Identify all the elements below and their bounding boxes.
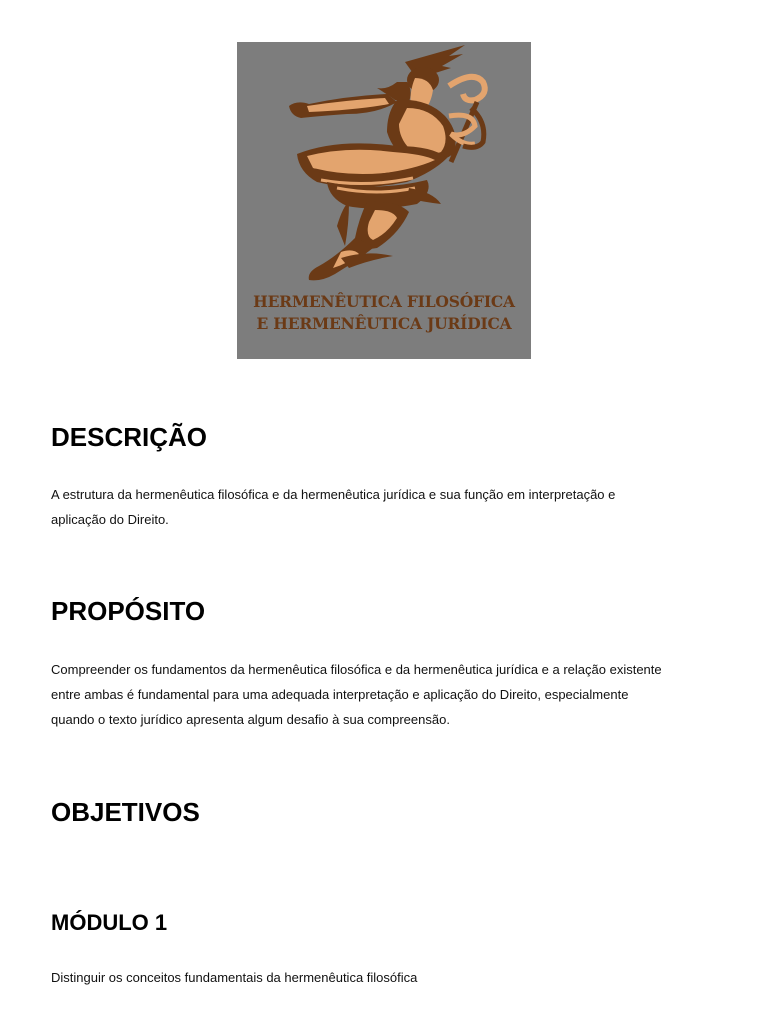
modulo-1-line-1: Distinguir os conceitos fundamentais da hermenêutica filosófica — [51, 970, 418, 985]
proposito-line-2: entre ambas é fundamental para uma adequada interpretação e aplicação do Direito, especialmente — [51, 687, 629, 702]
descricao-paragraph — [51, 482, 731, 532]
descricao-line-1: A estrutura da hermenêutica filosófica e da hermenêutica jurídica e sua função em interpretação e — [51, 487, 616, 502]
cover-title-line1: HERMENÊUTICA FILOSÓFICA — [253, 292, 515, 311]
hermes-figure-illustration — [237, 42, 531, 292]
proposito-line-3: quando o texto jurídico apresenta algum desafio à sua compreensão. — [51, 712, 450, 727]
cover-title-line2: E HERMENÊUTICA JURÍDICA — [256, 314, 512, 333]
heading-proposito: PROPÓSITO — [51, 596, 206, 626]
heading-objetivos: OBJETIVOS — [51, 797, 200, 827]
proposito-paragraph — [51, 657, 731, 732]
modulo-1-paragraph — [51, 965, 731, 990]
cover-image — [237, 42, 531, 359]
proposito-line-1: Compreender os fundamentos da hermenêutica filosófica e da hermenêutica jurídica e a relação existente — [51, 662, 662, 677]
heading-modulo-1: MÓDULO 1 — [51, 910, 168, 935]
descricao-line-2: aplicação do Direito. — [51, 512, 169, 527]
heading-descricao: DESCRIÇÃO — [51, 422, 208, 452]
